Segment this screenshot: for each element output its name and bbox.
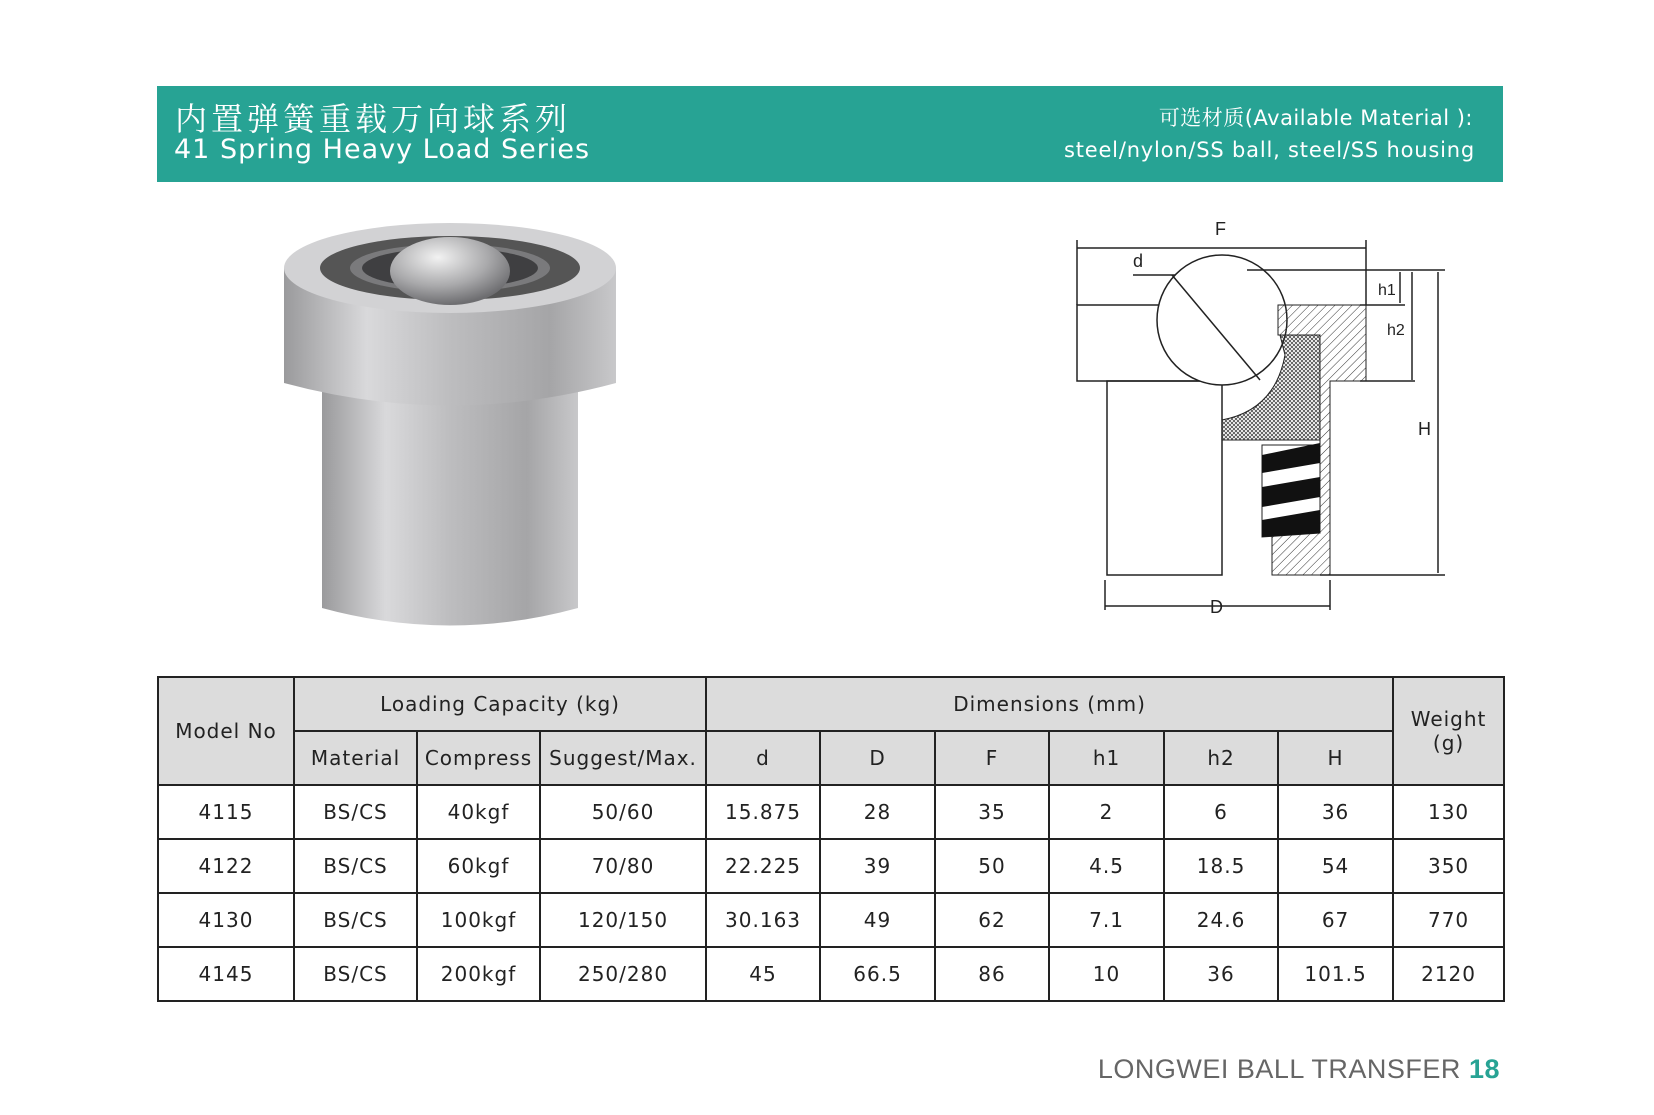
table-cell: 2 <box>1049 785 1164 839</box>
table-cell: 101.5 <box>1278 947 1393 1001</box>
table-cell: 250/280 <box>540 947 706 1001</box>
dimension-diagram <box>1060 215 1460 630</box>
subheader-compress-1: Compress <box>417 731 540 785</box>
label-D: D <box>1210 597 1223 617</box>
spec-table <box>157 676 1505 1002</box>
product-photo <box>284 213 616 628</box>
subheader-d-4: D <box>820 731 935 785</box>
table-cell: 35 <box>935 785 1049 839</box>
table-cell: 24.6 <box>1164 893 1278 947</box>
table-cell: 50/60 <box>540 785 706 839</box>
table-row <box>158 893 1504 947</box>
table-cell: 4122 <box>158 839 294 893</box>
page-number: 18 <box>1468 1054 1500 1084</box>
table-cell: 60kgf <box>417 839 540 893</box>
table-cell: 70/80 <box>540 839 706 893</box>
table-cell: BS/CS <box>294 947 417 1001</box>
table-cell: 40kgf <box>417 785 540 839</box>
table-cell: 62 <box>935 893 1049 947</box>
table-cell: 22.225 <box>706 839 820 893</box>
table-cell: 4115 <box>158 785 294 839</box>
table-cell: BS/CS <box>294 785 417 839</box>
table-cell: 4.5 <box>1049 839 1164 893</box>
table-cell: 4130 <box>158 893 294 947</box>
table-cell: 6 <box>1164 785 1278 839</box>
table-cell: 54 <box>1278 839 1393 893</box>
table-cell: 2120 <box>1393 947 1504 1001</box>
table-row <box>158 839 1504 893</box>
table-cell: 28 <box>820 785 935 839</box>
table-row <box>158 785 1504 839</box>
subheader-material-0: Material <box>294 731 417 785</box>
subheader-d-3: d <box>706 731 820 785</box>
title-english: 41 Spring Heavy Load Series <box>174 134 591 165</box>
table-cell: 45 <box>706 947 820 1001</box>
table-cell: 120/150 <box>540 893 706 947</box>
table-cell: 50 <box>935 839 1049 893</box>
header-model-no: Model No <box>158 677 294 785</box>
table-cell: 49 <box>820 893 935 947</box>
subheader-f-5: F <box>935 731 1049 785</box>
table-cell: 100kgf <box>417 893 540 947</box>
page-footer <box>1098 1054 1500 1085</box>
table-cell: 7.1 <box>1049 893 1164 947</box>
table-cell: BS/CS <box>294 839 417 893</box>
label-H: H <box>1418 419 1431 439</box>
table-cell: 18.5 <box>1164 839 1278 893</box>
weight-line2: (g) <box>1432 731 1465 755</box>
table-cell: 15.875 <box>706 785 820 839</box>
header-loading-capacity: Loading Capacity (kg) <box>294 677 706 731</box>
label-h2: h2 <box>1387 322 1405 339</box>
material-value: steel/nylon/SS ball, steel/SS housing <box>1063 138 1475 162</box>
table-cell: 770 <box>1393 893 1504 947</box>
label-d: d <box>1133 251 1144 271</box>
table-cell: 36 <box>1164 947 1278 1001</box>
table-cell: 66.5 <box>820 947 935 1001</box>
weight-line1: Weight <box>1410 707 1487 731</box>
table-cell: BS/CS <box>294 893 417 947</box>
table-cell: 350 <box>1393 839 1504 893</box>
subheader-h2-7: h2 <box>1164 731 1278 785</box>
table-cell: 30.163 <box>706 893 820 947</box>
subheader-h-8: H <box>1278 731 1393 785</box>
label-h1: h1 <box>1378 282 1396 299</box>
table-cell: 39 <box>820 839 935 893</box>
material-label: 可选材质(Available Material ): <box>1158 106 1473 130</box>
table-cell: 67 <box>1278 893 1393 947</box>
table-cell: 10 <box>1049 947 1164 1001</box>
footer-brand: LONGWEI BALL TRANSFER <box>1097 1054 1461 1084</box>
table-row <box>158 947 1504 1001</box>
header-weight <box>1393 677 1504 785</box>
label-F: F <box>1215 219 1226 239</box>
table-cell: 86 <box>935 947 1049 1001</box>
header-dimensions: Dimensions (mm) <box>706 677 1393 731</box>
series-header-band <box>157 86 1503 182</box>
title-chinese: 内置弹簧重载万向球系列 <box>175 100 572 138</box>
subheader-suggest-max--2: Suggest/Max. <box>540 731 706 785</box>
table-cell: 4145 <box>158 947 294 1001</box>
table-cell: 36 <box>1278 785 1393 839</box>
subheader-h1-6: h1 <box>1049 731 1164 785</box>
table-cell: 130 <box>1393 785 1504 839</box>
table-cell: 200kgf <box>417 947 540 1001</box>
